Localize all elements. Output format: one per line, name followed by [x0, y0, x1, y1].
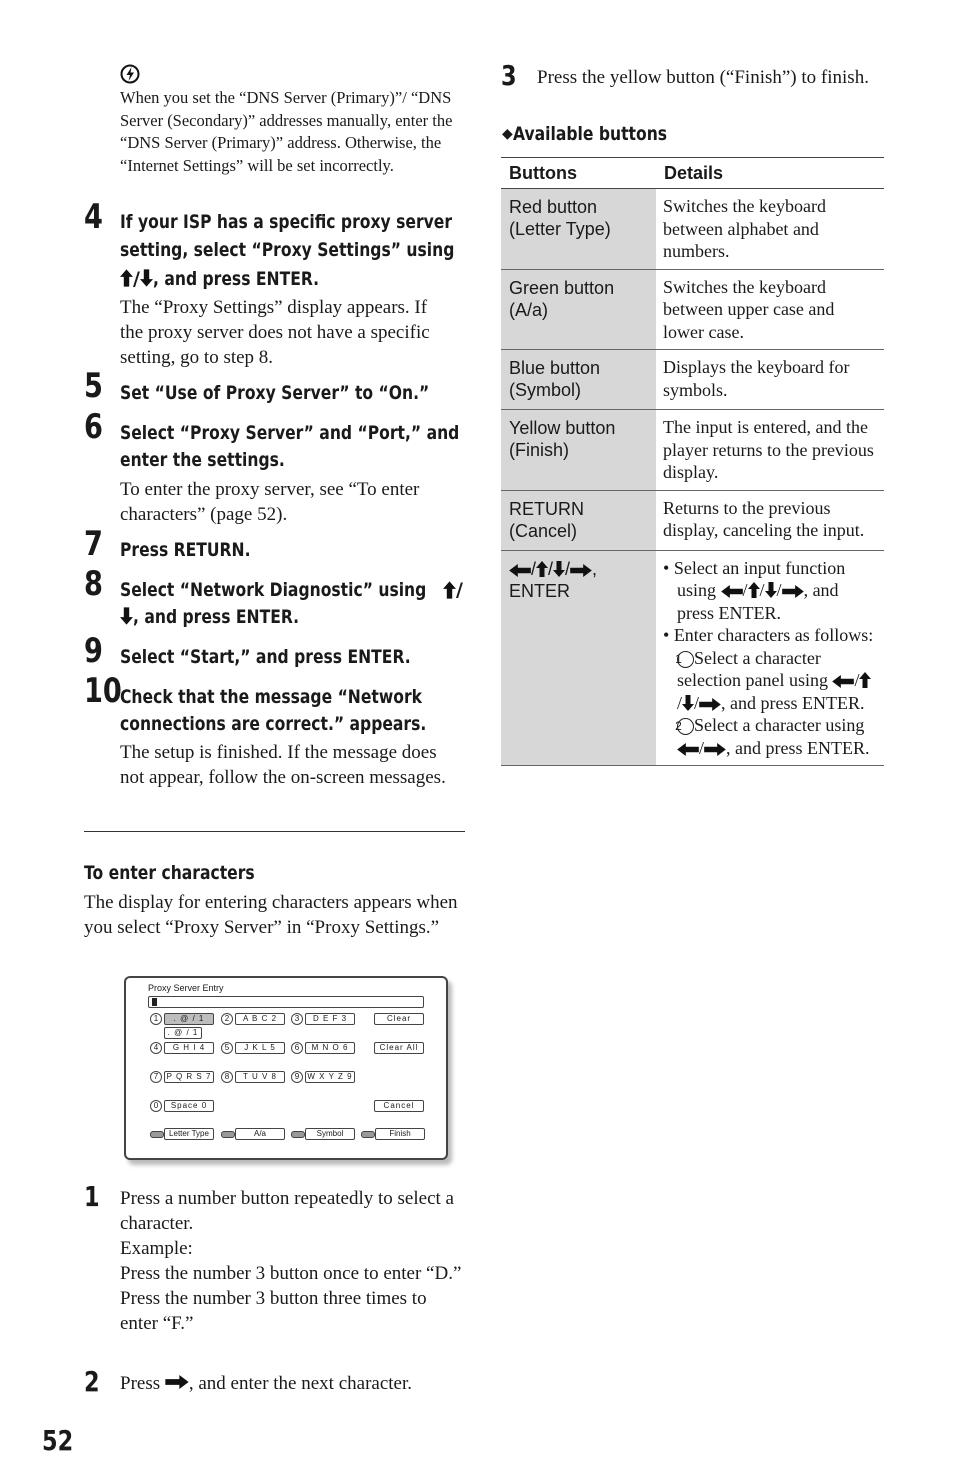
- step-number: 4: [84, 197, 103, 237]
- step-heading: Set “Use of Proxy Server” to “On.”: [120, 382, 430, 404]
- step-number: 10: [84, 671, 122, 711]
- details-cell: [656, 550, 884, 766]
- key-number-7: 7: [150, 1071, 162, 1083]
- right-arrow-icon: [570, 564, 592, 577]
- blue-button-indicator: [291, 1131, 305, 1138]
- step-number: 6: [84, 407, 103, 447]
- column-header-details: Details: [656, 158, 884, 189]
- step-heading: setting, select “Proxy Settings” using: [120, 239, 455, 261]
- substep-body: [120, 1371, 412, 1396]
- left-arrow-icon: [721, 585, 743, 598]
- key-number-2: 2: [221, 1013, 233, 1025]
- step-heading-line: [120, 604, 336, 631]
- buttons-table-wrapper: [501, 157, 884, 766]
- key-number-4: 4: [150, 1042, 162, 1054]
- key-number-8: 8: [221, 1071, 233, 1083]
- cancel-key: Cancel: [374, 1100, 424, 1112]
- section-title: To enter characters: [84, 862, 255, 884]
- substep-number: 2: [84, 1365, 100, 1398]
- step-heading: enter the settings.: [120, 449, 285, 471]
- down-arrow-icon: [140, 269, 153, 287]
- key-number-1: 1: [150, 1013, 162, 1025]
- right-arrow-icon: [782, 585, 804, 598]
- step-heading: If your ISP has a specific proxy server: [120, 211, 453, 233]
- key-9: W X Y Z 9: [305, 1071, 355, 1083]
- symbol-key: Symbol: [305, 1128, 355, 1140]
- up-arrow-icon: [120, 269, 133, 287]
- letter-type-key: Letter Type: [164, 1128, 214, 1140]
- cursor: [152, 998, 157, 1006]
- screen-title: Proxy Server Entry: [148, 983, 224, 993]
- key-number-9: 9: [291, 1071, 303, 1083]
- table-row: [501, 490, 884, 550]
- case-key: A/a: [235, 1128, 285, 1140]
- right-arrow-icon: [699, 698, 721, 711]
- button-cell: / / / , ENTER: [501, 550, 656, 766]
- circled-number: 1: [677, 651, 694, 668]
- table-row: [501, 189, 884, 270]
- step-heading: Check that the message “Network: [120, 686, 423, 708]
- up-arrow-icon: [443, 581, 456, 599]
- bullet-text: , and press ENTER.: [677, 580, 839, 623]
- details-cell: Displays the keyboard for symbols.: [656, 350, 884, 410]
- button-cell: Red button (Letter Type): [501, 189, 656, 270]
- table-row: [501, 410, 884, 491]
- button-cell-text: ,: [592, 558, 598, 579]
- button-cell: Green button (A/a): [501, 269, 656, 350]
- substep-text: Press: [120, 1373, 161, 1394]
- substep-text: Press a number button repeatedly to select a character.: [120, 1188, 454, 1234]
- slash: /: [456, 579, 463, 601]
- button-cell: RETURN (Cancel): [501, 490, 656, 550]
- step-heading-line: / , and press ENTER.: [120, 266, 355, 293]
- details-cell: The input is entered, and the player returns to the previous display.: [656, 410, 884, 491]
- step-number: 5: [84, 366, 103, 406]
- page-number: 52: [42, 1424, 74, 1457]
- details-cell: Returns to the previous display, canceling the input.: [656, 490, 884, 550]
- section-intro: The display for entering characters appears when you select “Proxy Server” in “Proxy Settings.”: [84, 892, 458, 938]
- down-arrow-icon: [120, 607, 133, 625]
- substep-number: 1: [84, 1180, 100, 1213]
- finish-key: Finish: [375, 1128, 425, 1140]
- diamond-icon: ◆: [502, 126, 513, 142]
- key-number-0: 0: [150, 1100, 162, 1112]
- step-heading: Press RETURN.: [120, 539, 251, 561]
- key-5: J K L 5: [235, 1042, 285, 1054]
- substep-text: Example:: [120, 1238, 193, 1259]
- details-cell: Switches the keyboard between alphabet and numbers.: [656, 189, 884, 270]
- down-arrow-icon: [682, 695, 694, 711]
- substep-text: Press the yellow button (“Finish”) to finish.: [537, 67, 869, 88]
- proxy-server-entry-screen: [124, 976, 448, 1160]
- bullet-text: Select a character selection panel using: [677, 647, 828, 690]
- left-arrow-icon: [509, 564, 531, 577]
- button-cell: Blue button (Symbol): [501, 350, 656, 410]
- note-text: When you set the “DNS Server (Primary)”/ “DNS Server (Secondary)” addresses manually, enter the “DNS Server (Primary)” address. Otherwise, the “Internet Settings” will be set incorrectly.: [120, 88, 453, 175]
- green-button-indicator: [221, 1131, 235, 1138]
- step-body: To enter the proxy server, see “To enter characters” (page 52).: [120, 479, 420, 525]
- key-number-3: 3: [291, 1013, 303, 1025]
- hint-icon: [120, 64, 141, 84]
- right-arrow-icon: [165, 1375, 189, 1389]
- table-row: [501, 350, 884, 410]
- step-number: 9: [84, 631, 103, 671]
- substep-text: Press the number 3 button once to enter “D.”: [120, 1263, 462, 1284]
- substep-text: Press the number 3 button three times to enter “F.”: [120, 1288, 427, 1334]
- buttons-table: [501, 157, 884, 766]
- substep-body: [120, 1186, 465, 1336]
- table-header-row: [501, 158, 884, 189]
- key-1: . @ / 1: [164, 1013, 214, 1025]
- clear-key: Clear: [374, 1013, 424, 1025]
- bullet-text: , and press ENTER.: [726, 737, 870, 758]
- step-heading: , and press ENTER.: [133, 606, 300, 628]
- down-arrow-icon: [765, 582, 777, 598]
- step-number: 8: [84, 564, 103, 604]
- button-cell: Yellow button (Finish): [501, 410, 656, 491]
- red-button-indicator: [150, 1131, 164, 1138]
- substep-number: 3: [501, 59, 517, 92]
- up-arrow-icon: [536, 561, 548, 577]
- bullet-text: Select an input function using: [673, 557, 846, 600]
- key-8: T U V 8: [235, 1071, 285, 1083]
- circled-number: 2: [677, 718, 694, 735]
- key-2: A B C 2: [235, 1013, 285, 1025]
- step-heading: Select “Network Diagnostic” using: [120, 579, 427, 601]
- key-4: G H I 4: [164, 1042, 214, 1054]
- step-body: The setup is finished. If the message does not appear, follow the on-screen messages.: [120, 742, 446, 788]
- bullet-text: , and press ENTER.: [721, 692, 865, 713]
- entry-field: [148, 996, 424, 1008]
- right-arrow-icon: [704, 743, 726, 756]
- step-heading: , and press ENTER.: [152, 268, 320, 290]
- button-cell-text: ENTER: [509, 580, 571, 601]
- step-number: 7: [84, 524, 103, 564]
- yellow-button-indicator: [361, 1131, 375, 1138]
- table-row: [501, 269, 884, 350]
- up-arrow-icon: [859, 672, 871, 688]
- left-arrow-icon: [832, 675, 854, 688]
- table-row: [501, 550, 884, 766]
- bullet-text: Select a character using: [694, 715, 865, 735]
- available-buttons-heading: [502, 121, 701, 148]
- step-body: The “Proxy Settings” display appears. If the proxy server does not have a specific setting, go to step 8.: [120, 297, 430, 368]
- key-number-6: 6: [291, 1042, 303, 1054]
- bullet-text: Enter characters as follows:: [673, 625, 874, 645]
- key-0: Space 0: [164, 1100, 214, 1112]
- key-number-5: 5: [221, 1042, 233, 1054]
- step-heading: Select “Proxy Server” and “Port,” and: [120, 422, 460, 444]
- bullet-item: • Select an input function using / / / , and press ENTER.: [663, 557, 846, 623]
- bullet-item: • Enter characters as follows: 1 Select a character selection panel using // / , and press ENTER. 2 Select a character using / , and press ENTER.: [663, 625, 874, 758]
- key-1-popup: . @ / 1: [164, 1027, 202, 1039]
- section-divider: [84, 831, 465, 832]
- up-arrow-icon: [748, 582, 760, 598]
- details-cell: Switches the keyboard between upper case and lower case.: [656, 269, 884, 350]
- step-heading: connections are correct.” appears.: [120, 713, 427, 735]
- substep-text: , and enter the next character.: [188, 1373, 413, 1394]
- key-3: D E F 3: [305, 1013, 355, 1025]
- key-6: M N O 6: [305, 1042, 355, 1054]
- down-arrow-icon: [553, 561, 565, 577]
- step-heading-line: [120, 577, 494, 604]
- column-header-buttons: Buttons: [501, 158, 656, 189]
- available-buttons-title: Available buttons: [512, 123, 667, 145]
- step-heading: Select “Start,” and press ENTER.: [120, 646, 411, 668]
- clear-all-key: Clear All: [374, 1042, 424, 1054]
- key-7: P Q R S 7: [164, 1071, 214, 1083]
- left-arrow-icon: [677, 743, 699, 756]
